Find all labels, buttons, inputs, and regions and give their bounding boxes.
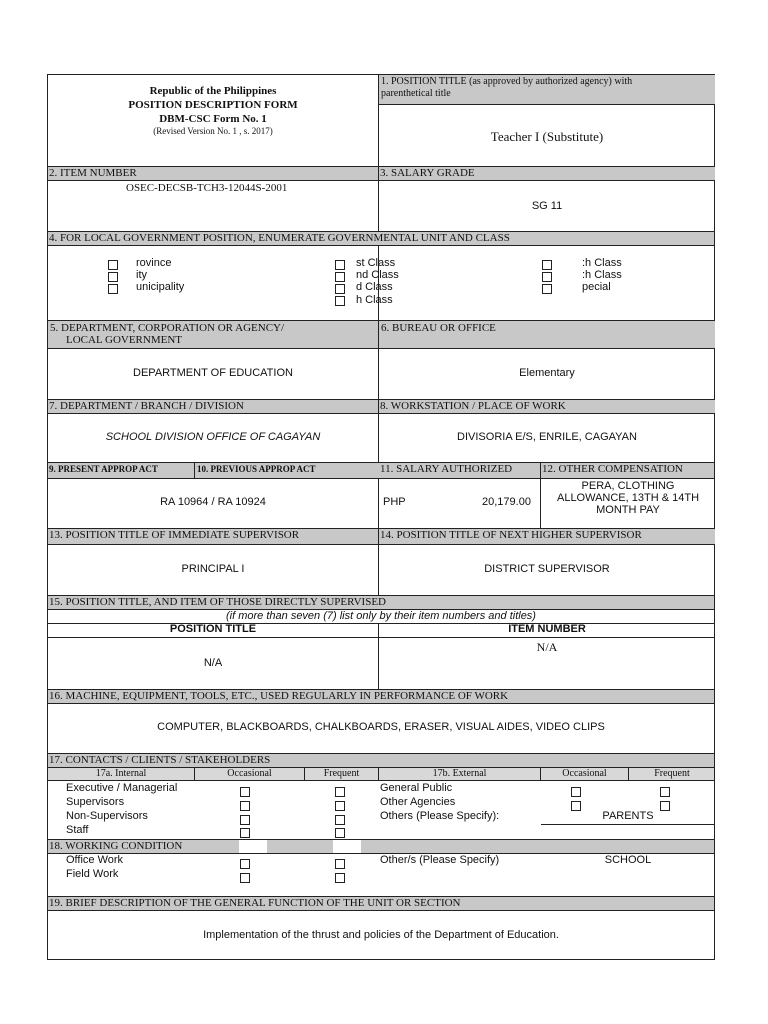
item-number-value: OSEC-DECSB-TCH3-12044S-2001 xyxy=(126,182,288,194)
equipment-header xyxy=(48,689,714,704)
supervised-label: 15. POSITION TITLE, AND ITEM OF THOSE DIRECTLY SUPERVISED xyxy=(49,596,386,608)
class-option-special: pecial xyxy=(582,281,611,293)
workstation-value: DIVISORIA E/S, ENRILE, CAGAYAN xyxy=(457,431,637,443)
non-supervisors-occasional-checkbox[interactable] xyxy=(240,815,250,825)
salary-currency: PHP xyxy=(383,496,406,508)
republic-text: Republic of the Philippines xyxy=(149,85,277,97)
internal-supervisors: Supervisors xyxy=(66,796,125,808)
class-option-fifth: :h Class xyxy=(582,257,622,269)
local-gov-label: 4. FOR LOCAL GOVERNMENT POSITION, ENUMERATE GOVERNMENTAL UNIT AND CLASS xyxy=(49,232,510,244)
workstation-header xyxy=(379,399,715,414)
public-occasional-checkbox[interactable] xyxy=(571,787,581,797)
supervised-header xyxy=(48,595,714,610)
working-others-value: SCHOOL xyxy=(604,854,652,866)
position-description-form xyxy=(47,74,715,960)
external-others: Others (Please Specify): xyxy=(380,810,500,822)
class-option-third: d Class xyxy=(356,281,393,293)
external-occasional-header: Occasional xyxy=(562,768,607,779)
executive-occasional-checkbox[interactable] xyxy=(240,787,250,797)
municipality-checkbox[interactable] xyxy=(108,284,118,294)
field-work-occasional-checkbox[interactable] xyxy=(240,873,250,883)
lgu-option-municipality: unicipality xyxy=(136,281,185,293)
position-title-column: POSITION TITLE xyxy=(169,623,257,635)
public-frequent-checkbox[interactable] xyxy=(660,787,670,797)
external-frequent-header: Frequent xyxy=(654,768,690,779)
compensation-line-2: ALLOWANCE, 13TH & 14TH xyxy=(556,492,700,504)
class-option-first: st Class xyxy=(356,257,396,269)
previous-approp-label: 10. PREVIOUS APPROP ACT xyxy=(197,464,316,474)
supervised-note: (if more than seven (7) list only by their item numbers and titles) xyxy=(226,610,536,622)
city-checkbox[interactable] xyxy=(108,272,118,282)
sixth-class-checkbox[interactable] xyxy=(542,272,552,282)
department-header xyxy=(48,320,378,349)
workstation-label: 8. WORKSTATION / PLACE OF WORK xyxy=(380,400,566,412)
supervisors-frequent-checkbox[interactable] xyxy=(335,801,345,811)
special-class-checkbox[interactable] xyxy=(542,284,552,294)
others-contact-value: PARENTS xyxy=(602,810,654,822)
working-others-label: Other/s (Please Specify) xyxy=(380,854,500,866)
salary-grade-value: SG 11 xyxy=(531,200,563,212)
form-title: POSITION DESCRIPTION FORM xyxy=(128,99,298,111)
fifth-class-checkbox[interactable] xyxy=(542,260,552,270)
form-header xyxy=(48,85,378,137)
supervised-title-value: N/A xyxy=(203,657,223,669)
position-title-label-1: 1. POSITION TITLE (as approved by authorized agency) with xyxy=(381,76,633,87)
position-title-label-2: parenthetical title xyxy=(381,88,451,99)
external-header: 17b. External xyxy=(432,768,487,779)
internal-header: 17a. Internal xyxy=(95,768,147,779)
lgu-option-province: rovince xyxy=(136,257,172,269)
salary-grade-header xyxy=(379,166,715,181)
department-value: DEPARTMENT OF EDUCATION xyxy=(133,367,293,379)
internal-staff: Staff xyxy=(66,824,89,836)
first-class-checkbox[interactable] xyxy=(335,260,345,270)
brief-description-header xyxy=(48,896,714,911)
contacts-header xyxy=(48,753,714,768)
external-other-agencies: Other Agencies xyxy=(380,796,456,808)
field-work-frequent-checkbox[interactable] xyxy=(335,873,345,883)
executive-frequent-checkbox[interactable] xyxy=(335,787,345,797)
compensation-line-3: MONTH PAY xyxy=(596,504,660,516)
division-header xyxy=(48,399,378,414)
third-class-checkbox[interactable] xyxy=(335,284,345,294)
office-work-label: Office Work xyxy=(66,854,124,866)
working-condition-label: 18. WORKING CONDITION xyxy=(49,840,183,852)
position-title-value: Teacher I (Substitute) xyxy=(490,129,604,144)
office-work-frequent-checkbox[interactable] xyxy=(335,859,345,869)
supervised-columns-line xyxy=(48,637,714,638)
approp-divider xyxy=(194,462,195,479)
internal-occasional-header: Occasional xyxy=(227,768,272,779)
external-general-public: General Public xyxy=(380,782,453,794)
internal-executive: Executive / Managerial xyxy=(66,782,178,794)
next-supervisor-value: DISTRICT SUPERVISOR xyxy=(484,563,610,575)
equipment-label: 16. MACHINE, EQUIPMENT, TOOLS, ETC., USED REGULARLY IN PERFORMANCE OF WORK xyxy=(49,690,509,702)
equipment-value: COMPUTER, BLACKBOARDS, CHALKBOARDS, ERASER, VISUAL AIDES, VIDEO CLIPS xyxy=(157,721,605,733)
item-number-label: 2. ITEM NUMBER xyxy=(49,167,137,179)
immediate-supervisor-header xyxy=(48,528,378,545)
revised-text: (Revised Version No. 1 , s. 2017) xyxy=(153,126,273,136)
supervisors-occasional-checkbox[interactable] xyxy=(240,801,250,811)
staff-occasional-checkbox[interactable] xyxy=(240,828,250,838)
form-code: DBM-CSC Form No. 1 xyxy=(159,113,267,125)
class-option-sixth: :h Class xyxy=(582,269,622,281)
others-contact-line xyxy=(541,824,715,825)
item-number-column: ITEM NUMBER xyxy=(508,623,586,635)
next-supervisor-label: 14. POSITION TITLE OF NEXT HIGHER SUPERVISOR xyxy=(380,529,642,541)
bureau-value: Elementary xyxy=(519,367,575,379)
division-label: 7. DEPARTMENT / BRANCH / DIVISION xyxy=(49,400,244,412)
position-title-header xyxy=(379,75,715,105)
bureau-header xyxy=(379,320,715,349)
approp-act-value: RA 10964 / RA 10924 xyxy=(160,496,266,508)
working-condition-gap-2 xyxy=(333,840,361,853)
local-gov-header xyxy=(48,231,714,246)
brief-description-value: Implementation of the thrust and policies of the Department of Education. xyxy=(203,929,559,941)
internal-frequent-header: Frequent xyxy=(323,768,360,779)
salary-authorized-label: 11. SALARY AUTHORIZED xyxy=(380,463,513,475)
other-compensation-label: 12. OTHER COMPENSATION xyxy=(542,463,683,475)
immediate-supervisor-label: 13. POSITION TITLE OF IMMEDIATE SUPERVISOR xyxy=(49,529,300,541)
supervised-item-value: N/A xyxy=(536,640,558,654)
working-condition-gap-1 xyxy=(239,840,267,853)
compensation-line-1: PERA, CLOTHING xyxy=(581,480,675,492)
brief-description-label: 19. BRIEF DESCRIPTION OF THE GENERAL FUNCTION OF THE UNIT OR SECTION xyxy=(49,897,461,909)
province-checkbox[interactable] xyxy=(108,260,118,270)
fourth-class-checkbox[interactable] xyxy=(335,296,345,306)
contacts-label: 17. CONTACTS / CLIENTS / STAKEHOLDERS xyxy=(49,754,271,766)
lgu-option-city: ity xyxy=(136,269,147,281)
other-compensation-value xyxy=(541,480,715,516)
second-class-checkbox[interactable] xyxy=(335,272,345,282)
internal-non-supervisors: Non-Supervisors xyxy=(66,810,148,822)
salary-amount: 20,179.00 xyxy=(482,496,531,508)
item-number-header xyxy=(48,166,378,181)
next-supervisor-header xyxy=(379,528,715,545)
working-condition-header xyxy=(48,839,714,854)
non-supervisors-frequent-checkbox[interactable] xyxy=(335,815,345,825)
bureau-label: 6. BUREAU OR OFFICE xyxy=(381,322,496,334)
field-work-label: Field Work xyxy=(66,868,119,880)
class-option-fourth: h Class xyxy=(356,294,393,306)
class-option-second: nd Class xyxy=(356,269,399,281)
department-label-2: LOCAL GOVERNMENT xyxy=(66,334,182,346)
immediate-supervisor-value: PRINCIPAL I xyxy=(181,563,245,575)
present-approp-label: 9. PRESENT APPROP ACT xyxy=(49,464,158,474)
salary-grade-label: 3. SALARY GRADE xyxy=(380,167,475,179)
division-value: SCHOOL DIVISION OFFICE OF CAGAYAN xyxy=(105,431,321,443)
office-work-occasional-checkbox[interactable] xyxy=(240,859,250,869)
department-label-1: 5. DEPARTMENT, CORPORATION OR AGENCY/ xyxy=(50,322,285,334)
staff-frequent-checkbox[interactable] xyxy=(335,828,345,838)
